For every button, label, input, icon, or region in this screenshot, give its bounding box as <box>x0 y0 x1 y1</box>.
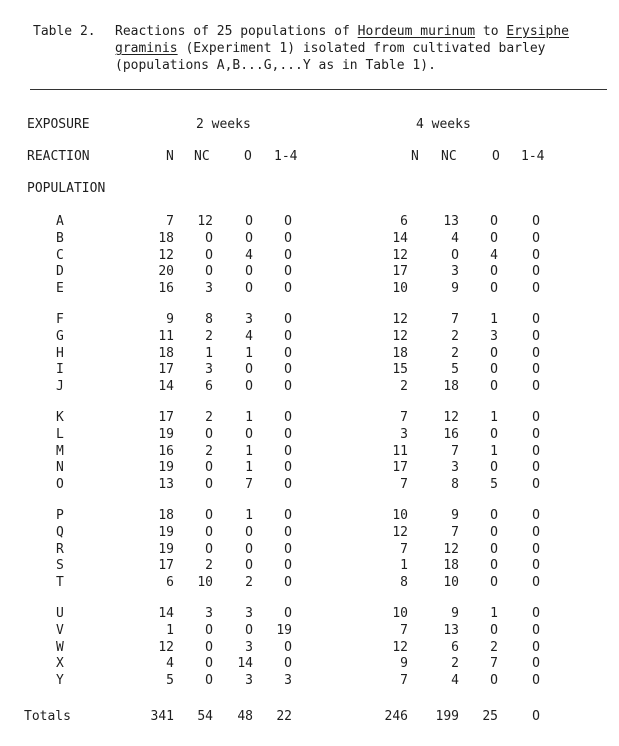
cell-2w: 2 <box>205 329 213 344</box>
cell-2w: O <box>245 281 253 296</box>
cell-2w: O <box>284 542 292 557</box>
population-code: N <box>56 460 64 475</box>
population-code: H <box>56 346 64 361</box>
cell-4w: 9 <box>400 656 408 671</box>
cell-2w: 3 <box>284 673 292 688</box>
cell-2w: O <box>284 640 292 655</box>
population-code: F <box>56 312 64 327</box>
cell-2w: O <box>205 264 213 279</box>
two-weeks-heading: 2 weeks <box>196 117 251 132</box>
cell-4w: O <box>532 460 540 475</box>
cell-4w: O <box>532 427 540 442</box>
cell-2w: 1 <box>205 346 213 361</box>
population-code: L <box>56 427 64 442</box>
cell-2w: O <box>284 214 292 229</box>
cell-2w: O <box>205 640 213 655</box>
cell-2w: 18 <box>158 231 174 246</box>
cell-4w: 12 <box>443 542 459 557</box>
cell-2w: O <box>205 231 213 246</box>
cell-4w: 4 <box>490 248 498 263</box>
cell-4w: 6 <box>400 214 408 229</box>
cell-4w: O <box>532 656 540 671</box>
col-header-2w: O <box>244 149 252 164</box>
cell-2w: 19 <box>158 525 174 540</box>
cell-4w: 2 <box>451 329 459 344</box>
cell-4w: 7 <box>451 525 459 540</box>
cell-2w: O <box>284 656 292 671</box>
cell-4w: 16 <box>443 427 459 442</box>
cell-4w: 8 <box>451 477 459 492</box>
total-4w: O <box>532 709 540 724</box>
cell-2w: O <box>284 410 292 425</box>
cell-2w: O <box>205 460 213 475</box>
population-code: B <box>56 231 64 246</box>
cell-2w: O <box>284 606 292 621</box>
total-4w: 25 <box>482 709 498 724</box>
population-code: K <box>56 410 64 425</box>
population-code: I <box>56 362 64 377</box>
cell-2w: 18 <box>158 346 174 361</box>
cell-2w: 12 <box>158 640 174 655</box>
cell-4w: 18 <box>443 558 459 573</box>
cell-2w: 17 <box>158 362 174 377</box>
cell-2w: 18 <box>158 508 174 523</box>
cell-2w: O <box>284 264 292 279</box>
cell-4w: O <box>490 575 498 590</box>
caption-line-1: Reactions of 25 populations of Hordeum murinum to Erysiphe <box>115 24 569 39</box>
cell-4w: 12 <box>392 312 408 327</box>
col-header-2w: N <box>166 149 174 164</box>
cell-4w: 5 <box>451 362 459 377</box>
cell-4w: 7 <box>451 312 459 327</box>
cell-2w: O <box>284 444 292 459</box>
cell-2w: O <box>205 508 213 523</box>
cell-2w: O <box>245 427 253 442</box>
cell-2w: O <box>245 362 253 377</box>
cell-2w: 3 <box>245 312 253 327</box>
cell-4w: 9 <box>451 508 459 523</box>
cell-2w: O <box>284 362 292 377</box>
cell-2w: 2 <box>205 558 213 573</box>
cell-4w: 12 <box>392 329 408 344</box>
cell-4w: 9 <box>451 606 459 621</box>
cell-4w: O <box>490 264 498 279</box>
cell-2w: 14 <box>158 379 174 394</box>
cell-4w: O <box>532 231 540 246</box>
cell-4w: O <box>490 379 498 394</box>
cell-4w: O <box>490 460 498 475</box>
col-header-4w: NC <box>441 149 457 164</box>
cell-2w: 1 <box>245 444 253 459</box>
cell-2w: 19 <box>158 427 174 442</box>
cell-4w: 17 <box>392 460 408 475</box>
cell-2w: O <box>284 575 292 590</box>
col-header-4w: N <box>411 149 419 164</box>
cell-4w: 17 <box>392 264 408 279</box>
cell-4w: O <box>451 248 459 263</box>
cell-4w: O <box>490 281 498 296</box>
cell-2w: 20 <box>158 264 174 279</box>
cell-2w: 2 <box>205 444 213 459</box>
population-code: A <box>56 214 64 229</box>
cell-2w: 19 <box>158 460 174 475</box>
population-code: Q <box>56 525 64 540</box>
cell-2w: 3 <box>245 673 253 688</box>
cell-4w: 6 <box>451 640 459 655</box>
cell-4w: O <box>532 623 540 638</box>
cell-2w: 14 <box>158 606 174 621</box>
cell-4w: O <box>532 281 540 296</box>
total-4w: 246 <box>384 709 408 724</box>
cell-4w: 1 <box>400 558 408 573</box>
species-name: Hordeum murinum <box>357 24 476 39</box>
cell-4w: 1 <box>490 606 498 621</box>
total-2w: 54 <box>197 709 213 724</box>
cell-4w: O <box>532 362 540 377</box>
total-2w: 341 <box>150 709 174 724</box>
cell-4w: 7 <box>400 673 408 688</box>
header-rule <box>30 89 607 90</box>
cell-2w: 4 <box>166 656 174 671</box>
cell-4w: 18 <box>392 346 408 361</box>
cell-4w: 7 <box>400 410 408 425</box>
total-2w: 48 <box>237 709 253 724</box>
cell-4w: O <box>532 329 540 344</box>
col-header-4w: O <box>492 149 500 164</box>
cell-2w: O <box>284 379 292 394</box>
cell-2w: O <box>284 329 292 344</box>
cell-4w: O <box>532 410 540 425</box>
cell-2w: 12 <box>197 214 213 229</box>
totals-label: Totals <box>24 709 71 724</box>
cell-4w: 10 <box>392 508 408 523</box>
population-code: V <box>56 623 64 638</box>
cell-4w: 8 <box>400 575 408 590</box>
cell-4w: 2 <box>400 379 408 394</box>
cell-2w: 5 <box>166 673 174 688</box>
cell-4w: 1 <box>490 444 498 459</box>
cell-4w: O <box>490 231 498 246</box>
cell-4w: 12 <box>443 410 459 425</box>
population-code: J <box>56 379 64 394</box>
cell-2w: O <box>205 525 213 540</box>
cell-4w: O <box>532 444 540 459</box>
cell-2w: O <box>205 427 213 442</box>
cell-2w: O <box>205 656 213 671</box>
cell-4w: 4 <box>451 673 459 688</box>
exposure-label: EXPOSURE <box>27 117 90 132</box>
cell-4w: 11 <box>392 444 408 459</box>
cell-2w: O <box>205 477 213 492</box>
population-label: POPULATION <box>27 181 106 196</box>
population-code: C <box>56 248 64 263</box>
cell-4w: O <box>532 477 540 492</box>
cell-2w: O <box>284 281 292 296</box>
cell-4w: O <box>532 640 540 655</box>
caption-line-2: graminis (Experiment 1) isolated from cultivated barley <box>115 41 546 56</box>
cell-4w: 1 <box>490 312 498 327</box>
cell-4w: 5 <box>490 477 498 492</box>
col-header-4w: 1-4 <box>521 149 545 164</box>
cell-2w: 6 <box>205 379 213 394</box>
cell-4w: 9 <box>451 281 459 296</box>
cell-4w: 10 <box>392 281 408 296</box>
cell-2w: 11 <box>158 329 174 344</box>
population-code: T <box>56 575 64 590</box>
cell-4w: 14 <box>392 231 408 246</box>
cell-2w: O <box>245 231 253 246</box>
cell-2w: 7 <box>166 214 174 229</box>
cell-4w: O <box>490 623 498 638</box>
cell-4w: 13 <box>443 623 459 638</box>
cell-2w: O <box>284 427 292 442</box>
population-code: U <box>56 606 64 621</box>
cell-2w: O <box>205 248 213 263</box>
cell-4w: 13 <box>443 214 459 229</box>
cell-2w: 6 <box>166 575 174 590</box>
cell-4w: 10 <box>443 575 459 590</box>
cell-4w: O <box>532 346 540 361</box>
cell-2w: 12 <box>158 248 174 263</box>
cell-2w: 4 <box>245 248 253 263</box>
cell-2w: 10 <box>197 575 213 590</box>
cell-4w: 7 <box>490 656 498 671</box>
cell-2w: O <box>205 623 213 638</box>
cell-2w: O <box>284 248 292 263</box>
cell-4w: O <box>490 508 498 523</box>
pathogen-genus: Erysiphe <box>506 24 569 39</box>
cell-2w: 7 <box>245 477 253 492</box>
cell-2w: O <box>284 312 292 327</box>
cell-2w: 3 <box>205 362 213 377</box>
cell-4w: O <box>532 248 540 263</box>
cell-4w: 3 <box>490 329 498 344</box>
population-code: G <box>56 329 64 344</box>
cell-2w: 2 <box>205 410 213 425</box>
cell-2w: O <box>284 558 292 573</box>
population-code: P <box>56 508 64 523</box>
cell-4w: O <box>490 362 498 377</box>
table-label: Table 2. <box>33 24 96 39</box>
cell-2w: 3 <box>245 640 253 655</box>
cell-2w: 3 <box>245 606 253 621</box>
cell-4w: 12 <box>392 525 408 540</box>
cell-2w: 16 <box>158 444 174 459</box>
caption-line-3: (populations A,B...G,...Y as in Table 1). <box>115 58 436 73</box>
cell-4w: O <box>490 673 498 688</box>
cell-4w: O <box>532 575 540 590</box>
population-code: W <box>56 640 64 655</box>
population-code: R <box>56 542 64 557</box>
cell-2w: O <box>245 623 253 638</box>
cell-2w: O <box>245 525 253 540</box>
cell-2w: O <box>205 673 213 688</box>
population-code: M <box>56 444 64 459</box>
cell-4w: O <box>490 214 498 229</box>
cell-4w: O <box>532 312 540 327</box>
cell-4w: 2 <box>451 656 459 671</box>
cell-4w: 4 <box>451 231 459 246</box>
total-4w: 199 <box>435 709 459 724</box>
cell-4w: O <box>490 525 498 540</box>
cell-4w: 7 <box>400 542 408 557</box>
four-weeks-heading: 4 weeks <box>416 117 471 132</box>
cell-4w: 15 <box>392 362 408 377</box>
cell-2w: 8 <box>205 312 213 327</box>
cell-4w: O <box>532 525 540 540</box>
cell-4w: 12 <box>392 640 408 655</box>
cell-2w: O <box>284 231 292 246</box>
cell-2w: O <box>284 477 292 492</box>
cell-4w: 1 <box>490 410 498 425</box>
cell-4w: 2 <box>490 640 498 655</box>
cell-2w: O <box>245 264 253 279</box>
cell-2w: 1 <box>245 410 253 425</box>
cell-4w: O <box>532 508 540 523</box>
cell-2w: 13 <box>158 477 174 492</box>
cell-2w: 19 <box>158 542 174 557</box>
population-code: X <box>56 656 64 671</box>
cell-2w: 19 <box>276 623 292 638</box>
cell-4w: O <box>532 379 540 394</box>
cell-4w: O <box>490 427 498 442</box>
cell-2w: 9 <box>166 312 174 327</box>
col-header-2w: NC <box>194 149 210 164</box>
cell-4w: O <box>532 673 540 688</box>
cell-2w: 3 <box>205 606 213 621</box>
cell-4w: 3 <box>451 264 459 279</box>
population-code: Y <box>56 673 64 688</box>
cell-2w: O <box>284 525 292 540</box>
cell-2w: 2 <box>245 575 253 590</box>
cell-4w: 10 <box>392 606 408 621</box>
population-code: S <box>56 558 64 573</box>
cell-4w: 7 <box>400 623 408 638</box>
cell-4w: 7 <box>451 444 459 459</box>
cell-2w: 1 <box>245 346 253 361</box>
cell-2w: 3 <box>205 281 213 296</box>
cell-4w: O <box>490 558 498 573</box>
cell-2w: O <box>245 542 253 557</box>
cell-4w: O <box>532 558 540 573</box>
cell-2w: 1 <box>245 460 253 475</box>
cell-2w: 4 <box>245 329 253 344</box>
cell-2w: O <box>284 460 292 475</box>
cell-4w: 3 <box>400 427 408 442</box>
col-header-2w: 1-4 <box>274 149 298 164</box>
cell-4w: O <box>532 606 540 621</box>
cell-2w: 17 <box>158 410 174 425</box>
cell-4w: O <box>490 542 498 557</box>
cell-4w: O <box>532 264 540 279</box>
population-code: E <box>56 281 64 296</box>
pathogen-species: graminis <box>115 41 178 56</box>
population-code: D <box>56 264 64 279</box>
cell-4w: 18 <box>443 379 459 394</box>
cell-4w: 7 <box>400 477 408 492</box>
cell-4w: 2 <box>451 346 459 361</box>
cell-4w: 12 <box>392 248 408 263</box>
cell-2w: 1 <box>166 623 174 638</box>
cell-2w: 14 <box>237 656 253 671</box>
cell-2w: 17 <box>158 558 174 573</box>
cell-2w: O <box>205 542 213 557</box>
cell-2w: O <box>245 379 253 394</box>
cell-2w: O <box>245 214 253 229</box>
total-2w: 22 <box>276 709 292 724</box>
reaction-label: REACTION <box>27 149 90 164</box>
cell-2w: 1 <box>245 508 253 523</box>
cell-4w: O <box>490 346 498 361</box>
population-code: O <box>56 477 64 492</box>
cell-4w: 3 <box>451 460 459 475</box>
cell-4w: O <box>532 542 540 557</box>
cell-2w: O <box>284 508 292 523</box>
cell-2w: 16 <box>158 281 174 296</box>
cell-2w: O <box>245 558 253 573</box>
cell-4w: O <box>532 214 540 229</box>
cell-2w: O <box>284 346 292 361</box>
